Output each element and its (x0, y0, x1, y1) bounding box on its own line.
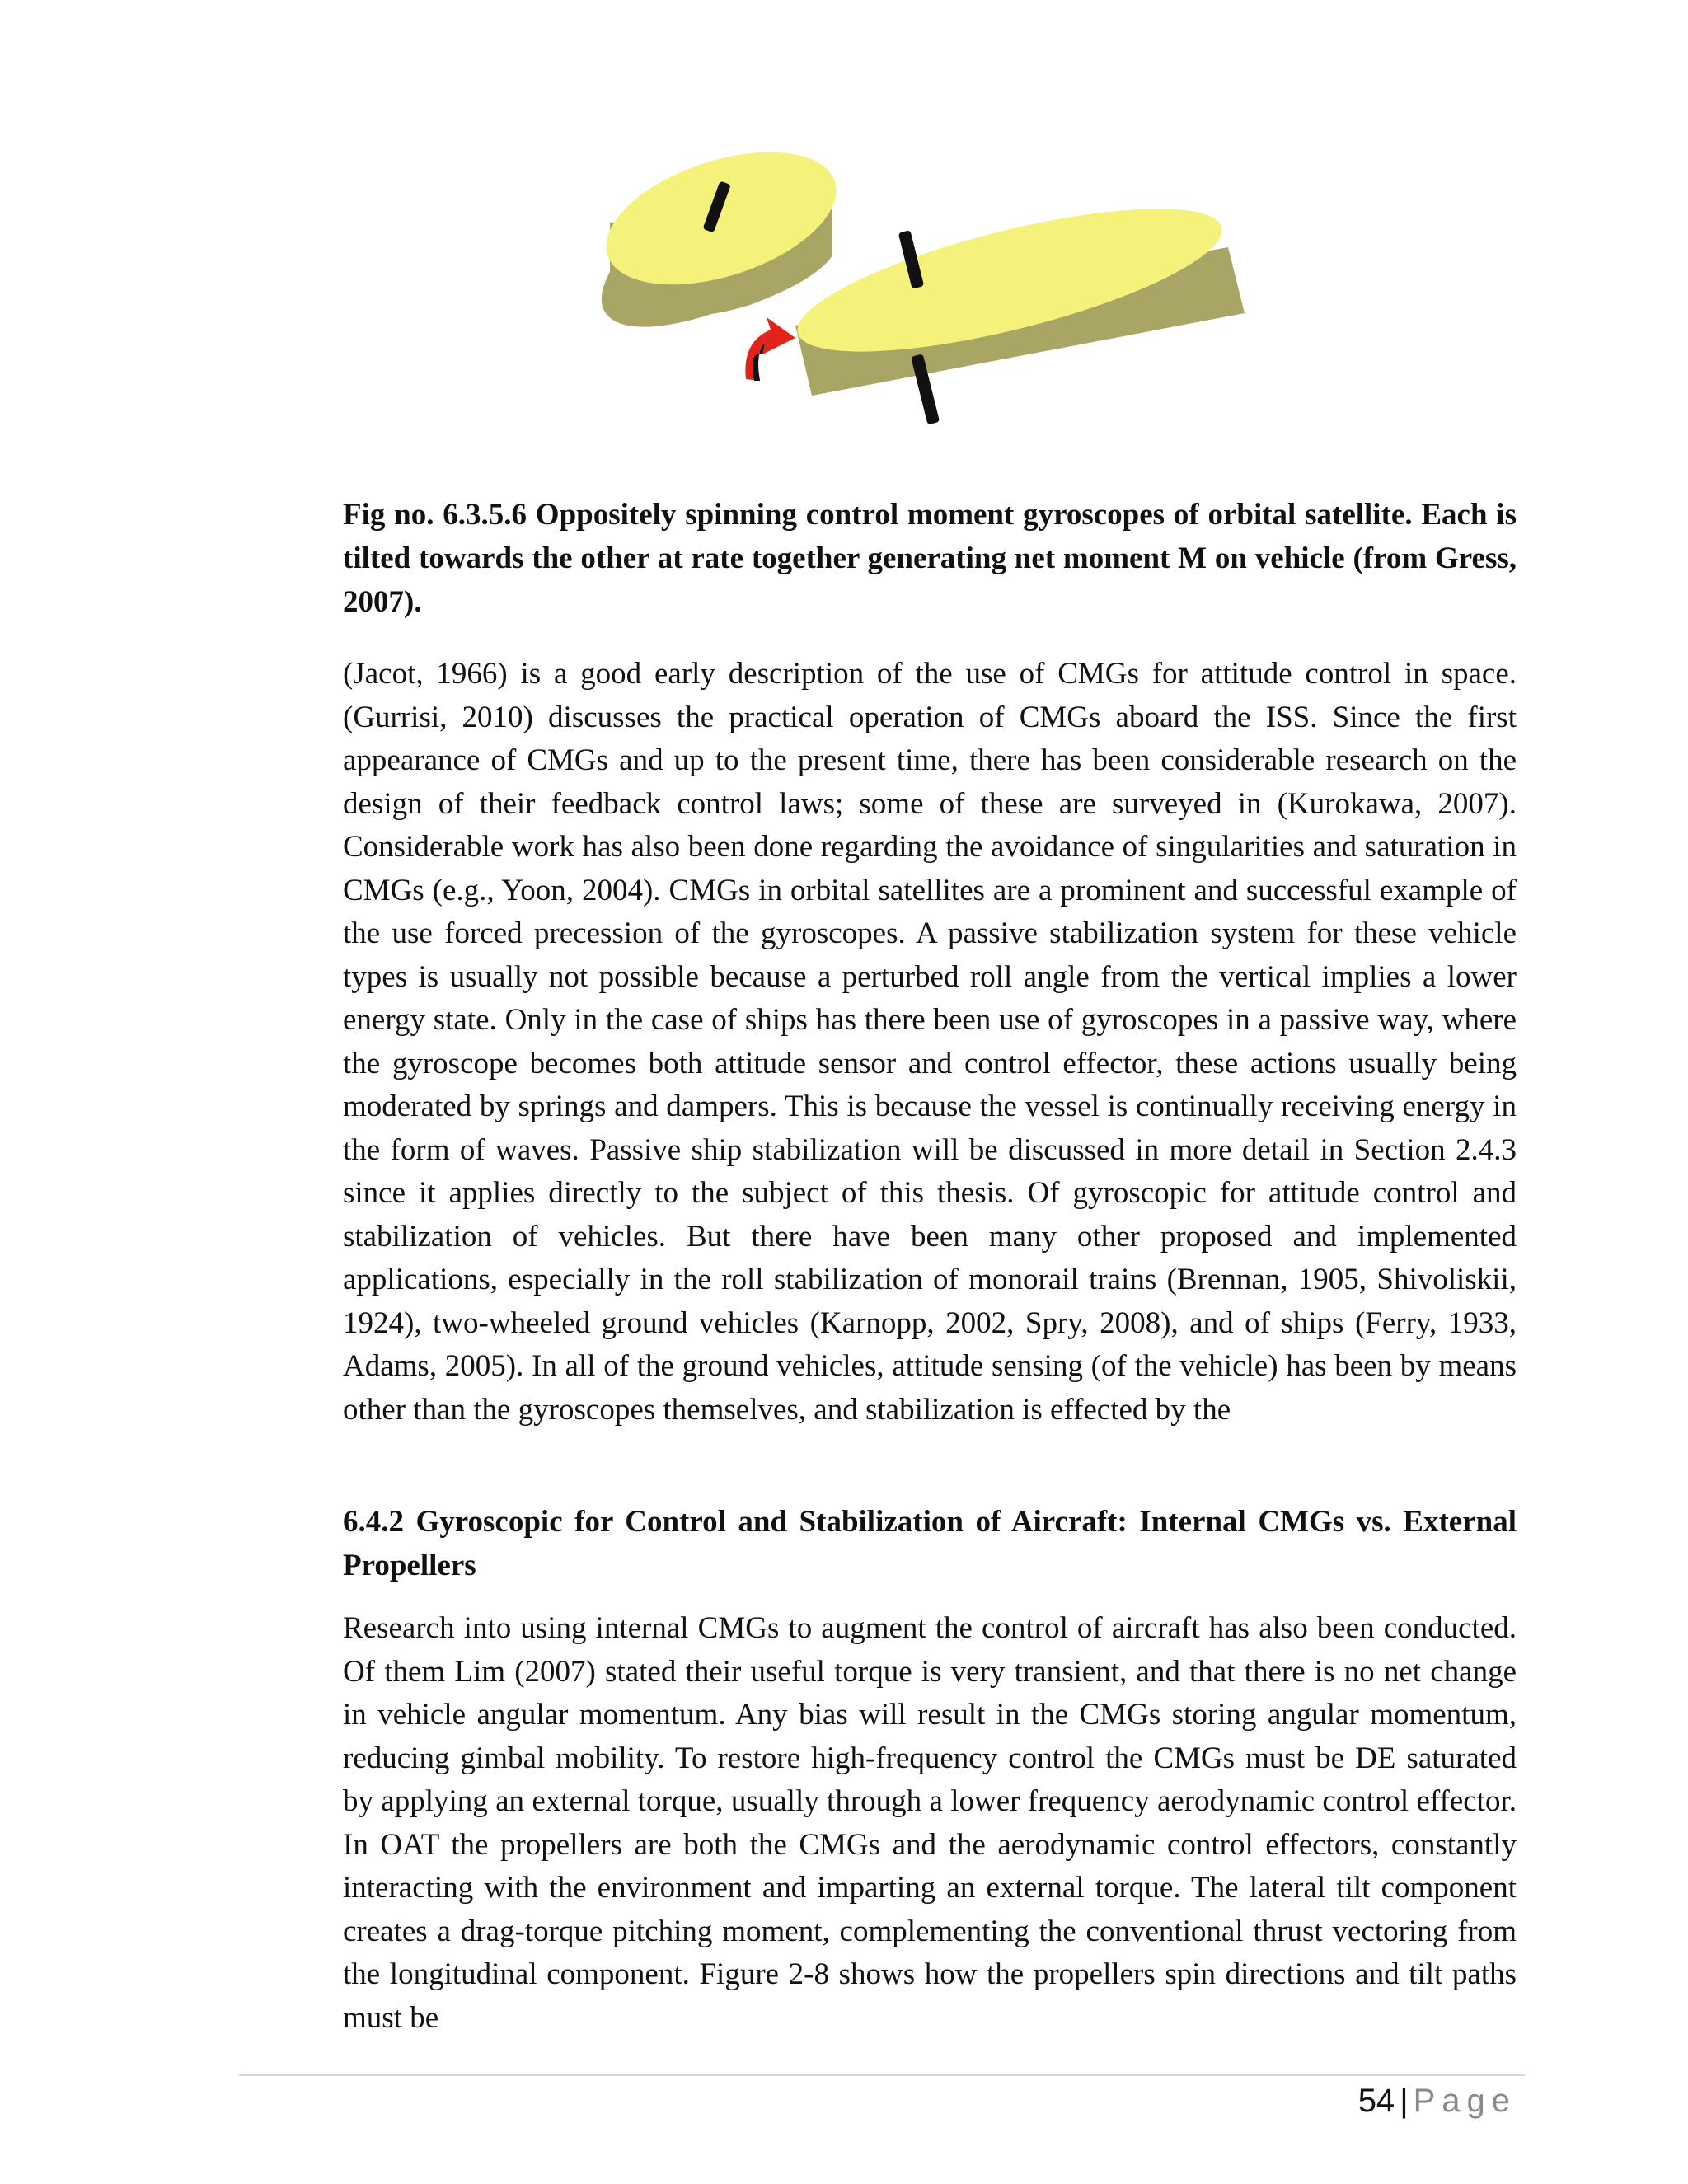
rotation-arrow-icon (745, 317, 795, 381)
page-number: 54 (1357, 2083, 1395, 2119)
body-paragraph-1: (Jacot, 1966) is a good early description of the use of CMGs for attitude control in space. (Gurrisi, 2010) discusses the practical operation of CMGs aboard the ISS. Since the first appearance of CMGs and up to the present time, there has been considerable research on the design of their feedback control laws; some of these are surveyed in (Kurokawa, 2007). Considerable work has also been done regarding the avoidance of singularities and saturation in CMGs (e.g., Yoon, 2004). CMGs in orbital satellites are a prominent and successful example of the use forced precession of the gyroscopes. A passive stabilization system for these vehicle types is usually not possible because a perturbed roll angle from the vertical implies a lower energy state. Only in the case of ships has there been use of gyroscopes in a passive way, where the gyroscope becomes both attitude sensor and control effector, these actions usually being moderated by springs and dampers. This is because the vessel is continually receiving energy in the form of waves. Passive ship stabilization will be discussed in more detail in Section 2.4.3 since it applies directly to the subject of this thesis. Of gyroscopic for attitude control and stabilization of vehicles. But there have been many other proposed and implemented applications, especially in the roll stabilization of monorail trains (Brennan, 1905, Shivoliskii, 1924), two-wheeled ground vehicles (Karnopp, 2002, Spry, 2008), and of ships (Ferry, 1933, Adams, 2005). In all of the ground vehicles, attitude sensing (of the vehicle) has been by means other than the gyroscopes themselves, and stabilization is effected by the (343, 657, 1517, 1427)
gyroscopes-figure (593, 148, 1286, 445)
footer-separator: | (1400, 2083, 1409, 2119)
section-heading: 6.4.2 Gyroscopic for Control and Stabilization of Aircraft: Internal CMGs vs. External Propellers (343, 1505, 1517, 1582)
footer-divider (239, 2074, 1525, 2076)
page-label: Page (1413, 2083, 1517, 2119)
body-paragraph-2: Research into using internal CMGs to augment the control of aircraft has also been conducted. Of them Lim (2007) stated their useful torque is very transient, and that there is no net change in vehicle angular momentum. Any bias will result in the CMGs storing angular momentum, reducing gimbal mobility. To restore high-frequency control the CMGs must be DE saturated by applying an external torque, usually through a lower frequency aerodynamic control effector. In OAT the propellers are both the CMGs and the aerodynamic control effectors, constantly interacting with the environment and imparting an external torque. The lateral tilt component creates a drag-torque pitching moment, complementing the conventional thrust vectoring from the longitudinal component. Figure 2-8 shows how the propellers spin directions and tilt paths must be (343, 1611, 1517, 2035)
right-gyroscope-disk (785, 180, 1245, 425)
figure-caption: Fig no. 6.3.5.6 Oppositely spinning control moment gyroscopes of orbital satellite. Each is tilted towards the other at rate together generating net moment M on vehicle (from Gress, 2007). (343, 498, 1517, 619)
left-gyroscope-disk (593, 148, 853, 327)
page-footer (1358, 2080, 1517, 2121)
